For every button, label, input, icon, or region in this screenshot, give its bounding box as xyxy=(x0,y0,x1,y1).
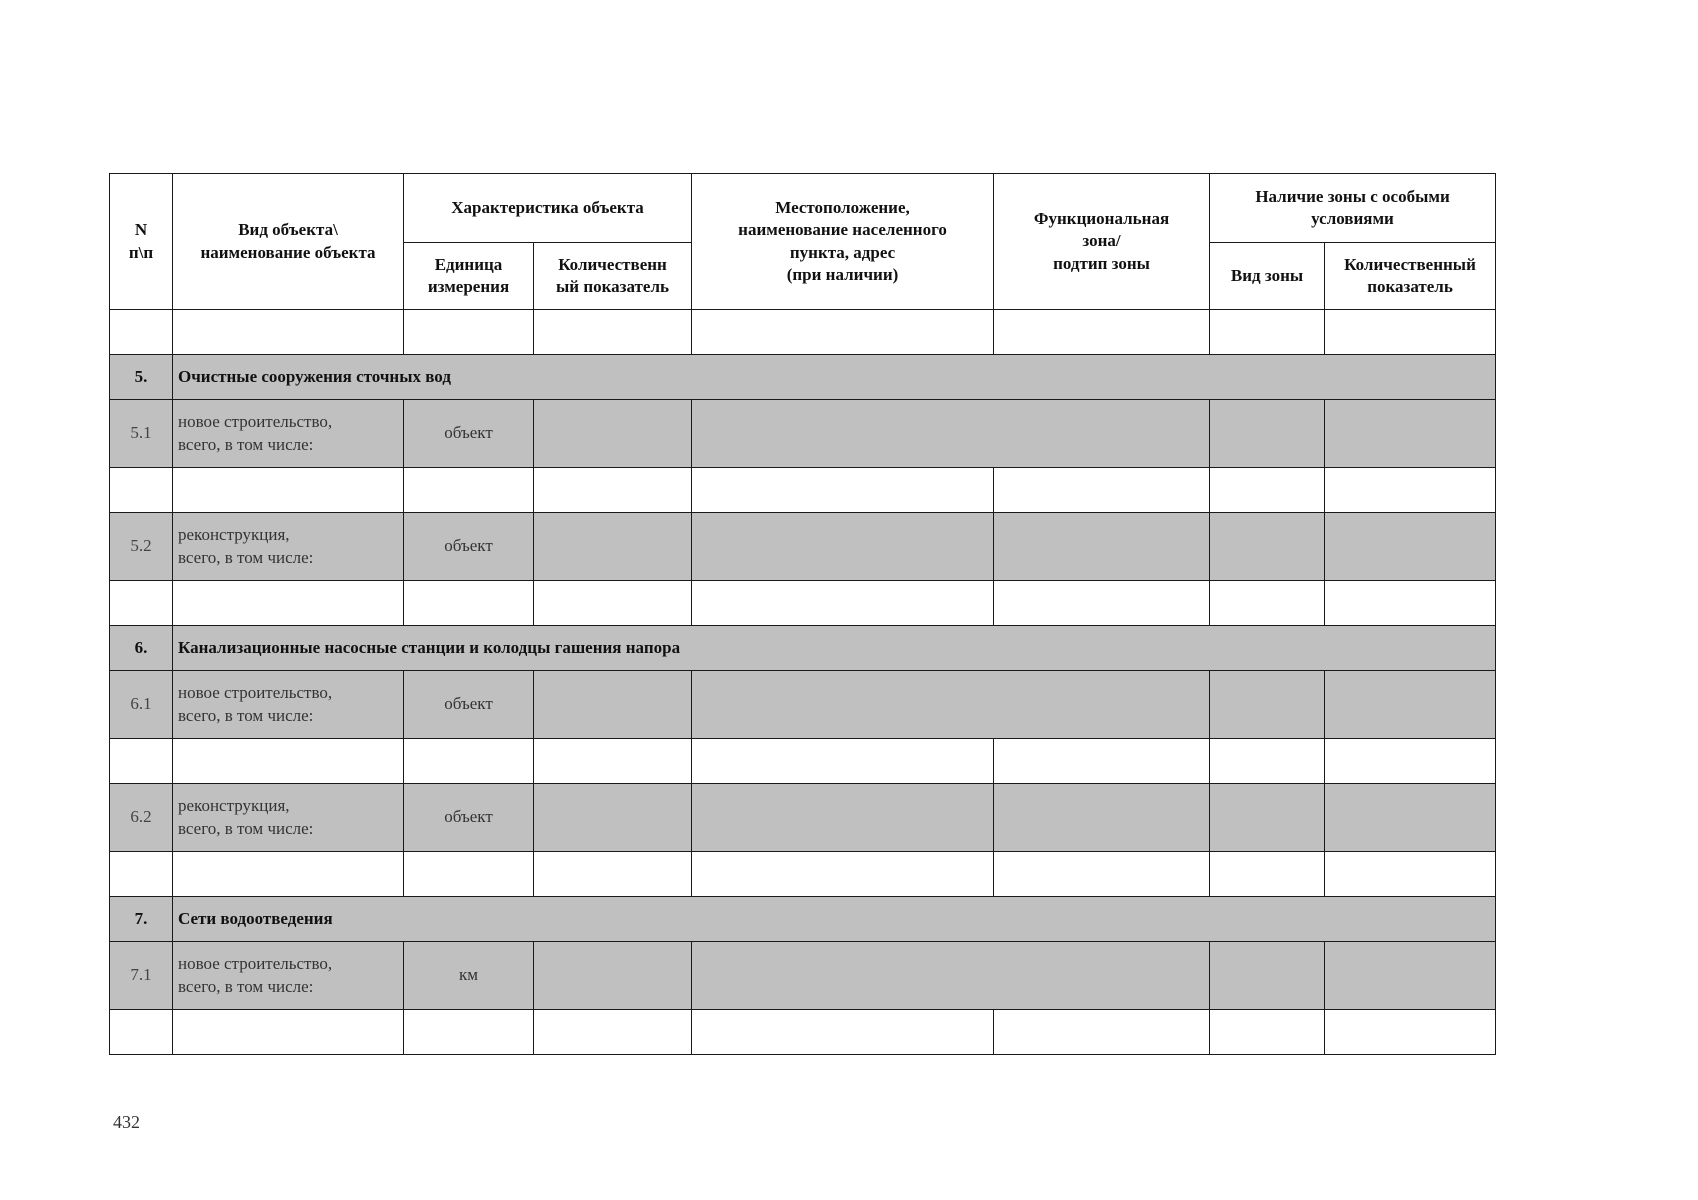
empty-cell xyxy=(1210,468,1325,513)
empty-cell xyxy=(534,739,692,784)
empty-cell xyxy=(404,739,534,784)
item-unit: объект xyxy=(404,784,534,852)
item-quantity-cell xyxy=(534,513,692,581)
section-number: 5. xyxy=(110,355,173,400)
item-zone-type-cell xyxy=(1210,671,1325,739)
empty-cell xyxy=(692,310,994,355)
empty-cell xyxy=(110,852,173,897)
item-zone-type-cell xyxy=(1210,513,1325,581)
empty-cell xyxy=(534,310,692,355)
empty-cell xyxy=(173,310,404,355)
empty-cell xyxy=(404,468,534,513)
item-number: 6.2 xyxy=(110,784,173,852)
item-quantity-cell xyxy=(534,942,692,1010)
empty-cell xyxy=(692,852,994,897)
item-name: новое строительство, всего, в том числе: xyxy=(173,671,404,739)
empty-cell xyxy=(1210,1010,1325,1055)
item-row xyxy=(110,942,1496,1010)
item-number: 5.2 xyxy=(110,513,173,581)
section-number: 6. xyxy=(110,626,173,671)
item-number: 6.1 xyxy=(110,671,173,739)
item-unit: объект xyxy=(404,671,534,739)
empty-cell xyxy=(1325,739,1496,784)
empty-cell xyxy=(173,581,404,626)
empty-cell xyxy=(994,852,1210,897)
empty-cell xyxy=(1325,310,1496,355)
header-zone-quantity: Количественный показатель xyxy=(1325,243,1496,310)
item-zone-quantity-cell xyxy=(1325,400,1496,468)
empty-cell xyxy=(173,739,404,784)
item-quantity-cell xyxy=(534,784,692,852)
item-number: 5.1 xyxy=(110,400,173,468)
item-zone-quantity-cell xyxy=(1325,784,1496,852)
page-number: 432 xyxy=(113,1112,140,1132)
empty-cell xyxy=(110,581,173,626)
item-location-cell xyxy=(692,942,1210,1010)
empty-cell xyxy=(404,581,534,626)
empty-cell xyxy=(994,468,1210,513)
item-quantity-cell xyxy=(534,671,692,739)
empty-cell xyxy=(173,852,404,897)
empty-cell xyxy=(534,1010,692,1055)
item-row xyxy=(110,513,1496,581)
item-zone-quantity-cell xyxy=(1325,513,1496,581)
empty-row xyxy=(110,1010,1496,1055)
empty-cell xyxy=(110,1010,173,1055)
header-location: Местоположение, наименование населенного пункта, адрес (при наличии) xyxy=(692,174,994,310)
empty-cell xyxy=(994,310,1210,355)
item-zone-quantity-cell xyxy=(1325,671,1496,739)
item-zone-type-cell xyxy=(1210,400,1325,468)
header-zone-type: Вид зоны xyxy=(1210,243,1325,310)
item-location-cell xyxy=(692,671,1210,739)
empty-cell xyxy=(692,581,994,626)
empty-cell xyxy=(173,1010,404,1055)
item-unit: объект xyxy=(404,513,534,581)
item-functional-zone-cell xyxy=(994,513,1210,581)
header-unit: Единица измерения xyxy=(404,243,534,310)
item-name: новое строительство, всего, в том числе: xyxy=(173,942,404,1010)
item-zone-type-cell xyxy=(1210,942,1325,1010)
item-unit: объект xyxy=(404,400,534,468)
header-object-type: Вид объекта\ наименование объекта xyxy=(173,174,404,310)
empty-cell xyxy=(1210,739,1325,784)
empty-cell xyxy=(1325,468,1496,513)
header-num: N п\п xyxy=(110,174,173,310)
header-functional-zone: Функциональная зона/ подтип зоны xyxy=(994,174,1210,310)
section-title: Канализационные насосные станции и колодцы гашения напора xyxy=(173,626,1496,671)
empty-cell xyxy=(404,852,534,897)
item-name: реконструкция, всего, в том числе: xyxy=(173,784,404,852)
section-title: Очистные сооружения сточных вод xyxy=(173,355,1496,400)
item-row xyxy=(110,784,1496,852)
empty-cell xyxy=(1210,852,1325,897)
empty-cell xyxy=(1325,581,1496,626)
item-name: новое строительство, всего, в том числе: xyxy=(173,400,404,468)
item-functional-zone-cell xyxy=(994,784,1210,852)
empty-cell xyxy=(994,739,1210,784)
empty-cell xyxy=(110,739,173,784)
empty-cell xyxy=(692,739,994,784)
item-quantity-cell xyxy=(534,400,692,468)
empty-cell xyxy=(692,1010,994,1055)
empty-cell xyxy=(404,1010,534,1055)
empty-cell xyxy=(994,1010,1210,1055)
empty-cell xyxy=(534,468,692,513)
header-quantity: Количественн ый показатель xyxy=(534,243,692,310)
header-characteristic: Характеристика объекта xyxy=(404,174,692,243)
empty-row xyxy=(110,852,1496,897)
section-row xyxy=(110,897,1496,942)
empty-row xyxy=(110,581,1496,626)
empty-cell xyxy=(1325,1010,1496,1055)
empty-cell xyxy=(1210,310,1325,355)
item-row xyxy=(110,400,1496,468)
empty-cell xyxy=(110,468,173,513)
item-zone-quantity-cell xyxy=(1325,942,1496,1010)
section-row xyxy=(110,626,1496,671)
section-number: 7. xyxy=(110,897,173,942)
section-row xyxy=(110,355,1496,400)
table-body xyxy=(110,310,1496,1055)
section-title: Сети водоотведения xyxy=(173,897,1496,942)
item-zone-type-cell xyxy=(1210,784,1325,852)
empty-cell xyxy=(692,468,994,513)
item-number: 7.1 xyxy=(110,942,173,1010)
empty-cell xyxy=(534,581,692,626)
item-location-cell xyxy=(692,513,994,581)
header-special-zone: Наличие зоны с особыми условиями xyxy=(1210,174,1496,243)
item-location-cell xyxy=(692,400,1210,468)
item-row xyxy=(110,671,1496,739)
empty-cell xyxy=(1210,581,1325,626)
document-table xyxy=(109,173,1496,1055)
empty-row xyxy=(110,310,1496,355)
item-location-cell xyxy=(692,784,994,852)
empty-cell xyxy=(1325,852,1496,897)
empty-row xyxy=(110,468,1496,513)
empty-cell xyxy=(173,468,404,513)
table-header-row xyxy=(110,174,1496,243)
empty-cell xyxy=(404,310,534,355)
item-name: реконструкция, всего, в том числе: xyxy=(173,513,404,581)
empty-cell xyxy=(994,581,1210,626)
item-unit: км xyxy=(404,942,534,1010)
empty-cell xyxy=(110,310,173,355)
empty-cell xyxy=(534,852,692,897)
empty-row xyxy=(110,739,1496,784)
